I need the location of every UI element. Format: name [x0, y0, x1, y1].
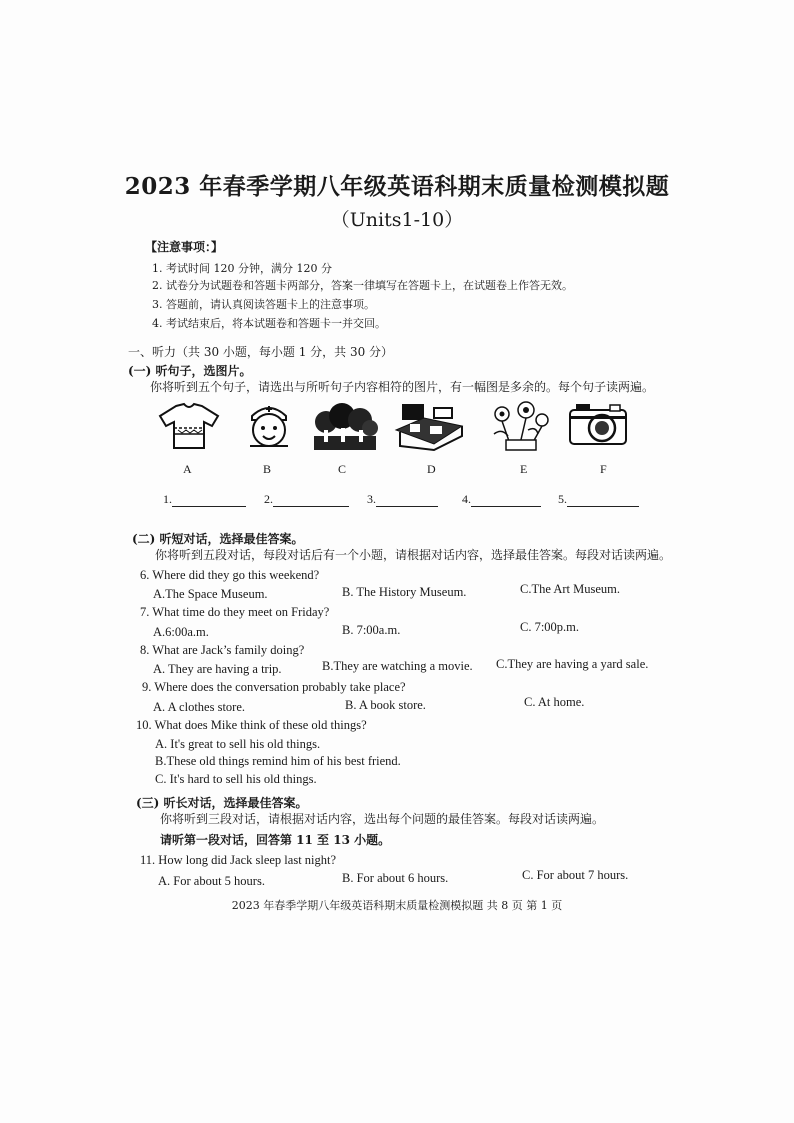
flowers-icon: [488, 400, 554, 452]
q7-option-b: B. 7:00a.m.: [342, 623, 401, 637]
answer-blank-5[interactable]: 5.: [558, 492, 639, 507]
question-7: 7. What time do they meet on Friday?: [140, 605, 330, 619]
question-11: 11. How long did Jack sleep last night?: [140, 853, 337, 867]
picture-label-c: C: [338, 462, 347, 476]
picture-label-d: D: [427, 462, 436, 476]
part-1-instruction: 你将听到五个句子，请选出与所听句子内容相符的图片，有一幅图是多余的。每个句子读两遍。: [150, 380, 655, 394]
tshirt-icon: [156, 400, 222, 452]
q9-option-a: A. A clothes store.: [153, 700, 246, 714]
q7-option-a: A.6:00a.m.: [153, 625, 209, 639]
q11-option-b: B. For about 6 hours.: [342, 871, 449, 885]
notice-item-4: 4. 考试结束后，将本试题卷和答题卡一并交回。: [152, 317, 386, 330]
question-6: 6. Where did they go this weekend?: [140, 568, 320, 582]
trees-icon: [312, 400, 378, 452]
part-1-heading: (一) 听句子，选图片。: [128, 364, 252, 378]
notice-item-2: 2. 试卷分为试题卷和答题卡两部分，答案一律填写在答题卡上，在试题卷上作答无效。: [152, 279, 573, 292]
question-10: 10. What does Mike think of these old things?: [136, 718, 367, 732]
part-3-note: 请听第一段对话，回答第 11 至 13 小题。: [160, 833, 391, 847]
part-2-instruction: 你将听到五段对话，每段对话后有一个小题，请根据对话内容，选择最佳答案。每段对话读两遍。: [155, 548, 672, 562]
q9-option-c: C. At home.: [524, 695, 585, 709]
q11-option-a: A. For about 5 hours.: [158, 874, 265, 888]
answer-blank-1[interactable]: 1.: [163, 492, 246, 507]
picture-label-a: A: [183, 462, 192, 476]
q8-option-c: C.They are having a yard sale.: [496, 657, 649, 671]
q9-option-b: B. A book store.: [345, 698, 426, 712]
part-3-instruction: 你将听到三段对话，请根据对话内容，选出每个问题的最佳答案。每段对话读两遍。: [160, 812, 605, 826]
q8-option-a: A. They are having a trip.: [153, 662, 282, 676]
q7-option-c: C. 7:00p.m.: [520, 620, 580, 634]
part-3-heading: (三) 听长对话，选择最佳答案。: [136, 796, 308, 810]
q6-option-c: C.The Art Museum.: [520, 582, 620, 596]
picture-label-f: F: [600, 462, 607, 476]
q10-option-c: C. It's hard to sell his old things.: [155, 772, 317, 786]
answer-blank-4[interactable]: 4.: [462, 492, 541, 507]
q6-option-b: B. The History Museum.: [342, 585, 467, 599]
notice-item-1: 1. 考试时间 120 分钟，满分 120 分: [152, 262, 332, 275]
kitchen-icon: [394, 400, 460, 452]
section-1-heading: 一、听力（共 30 小题，每小题 1 分，共 30 分）: [128, 345, 394, 359]
q8-option-b: B.They are watching a movie.: [322, 659, 473, 673]
picture-label-b: B: [263, 462, 272, 476]
notice-item-3: 3. 答题前，请认真阅读答题卡上的注意事项。: [152, 298, 375, 311]
q11-option-c: C. For about 7 hours.: [522, 868, 629, 882]
part-2-heading: (二) 听短对话，选择最佳答案。: [132, 532, 304, 546]
picture-label-e: E: [520, 462, 528, 476]
question-9: 9. Where does the conversation probably take place?: [142, 680, 406, 694]
exam-subtitle: （Units1-10）: [330, 209, 464, 231]
q6-option-a: A.The Space Museum.: [153, 587, 268, 601]
nurse-icon: [236, 400, 302, 452]
camera-icon: [566, 400, 632, 452]
page-footer: 2023 年春季学期八年级英语科期末质量检测模拟题 共 8 页 第 1 页: [231, 899, 563, 912]
notice-heading: 【注意事项：】: [145, 240, 224, 254]
answer-blank-3[interactable]: 3.: [367, 492, 438, 507]
q10-option-b: B.These old things remind him of his best friend.: [155, 754, 401, 768]
answer-blank-2[interactable]: 2.: [264, 492, 349, 507]
question-8: 8. What are Jack’s family doing?: [140, 643, 305, 657]
exam-title: 2023 年春季学期八年级英语科期末质量检测模拟题: [124, 173, 670, 200]
q10-option-a: A. It's great to sell his old things.: [155, 737, 321, 751]
